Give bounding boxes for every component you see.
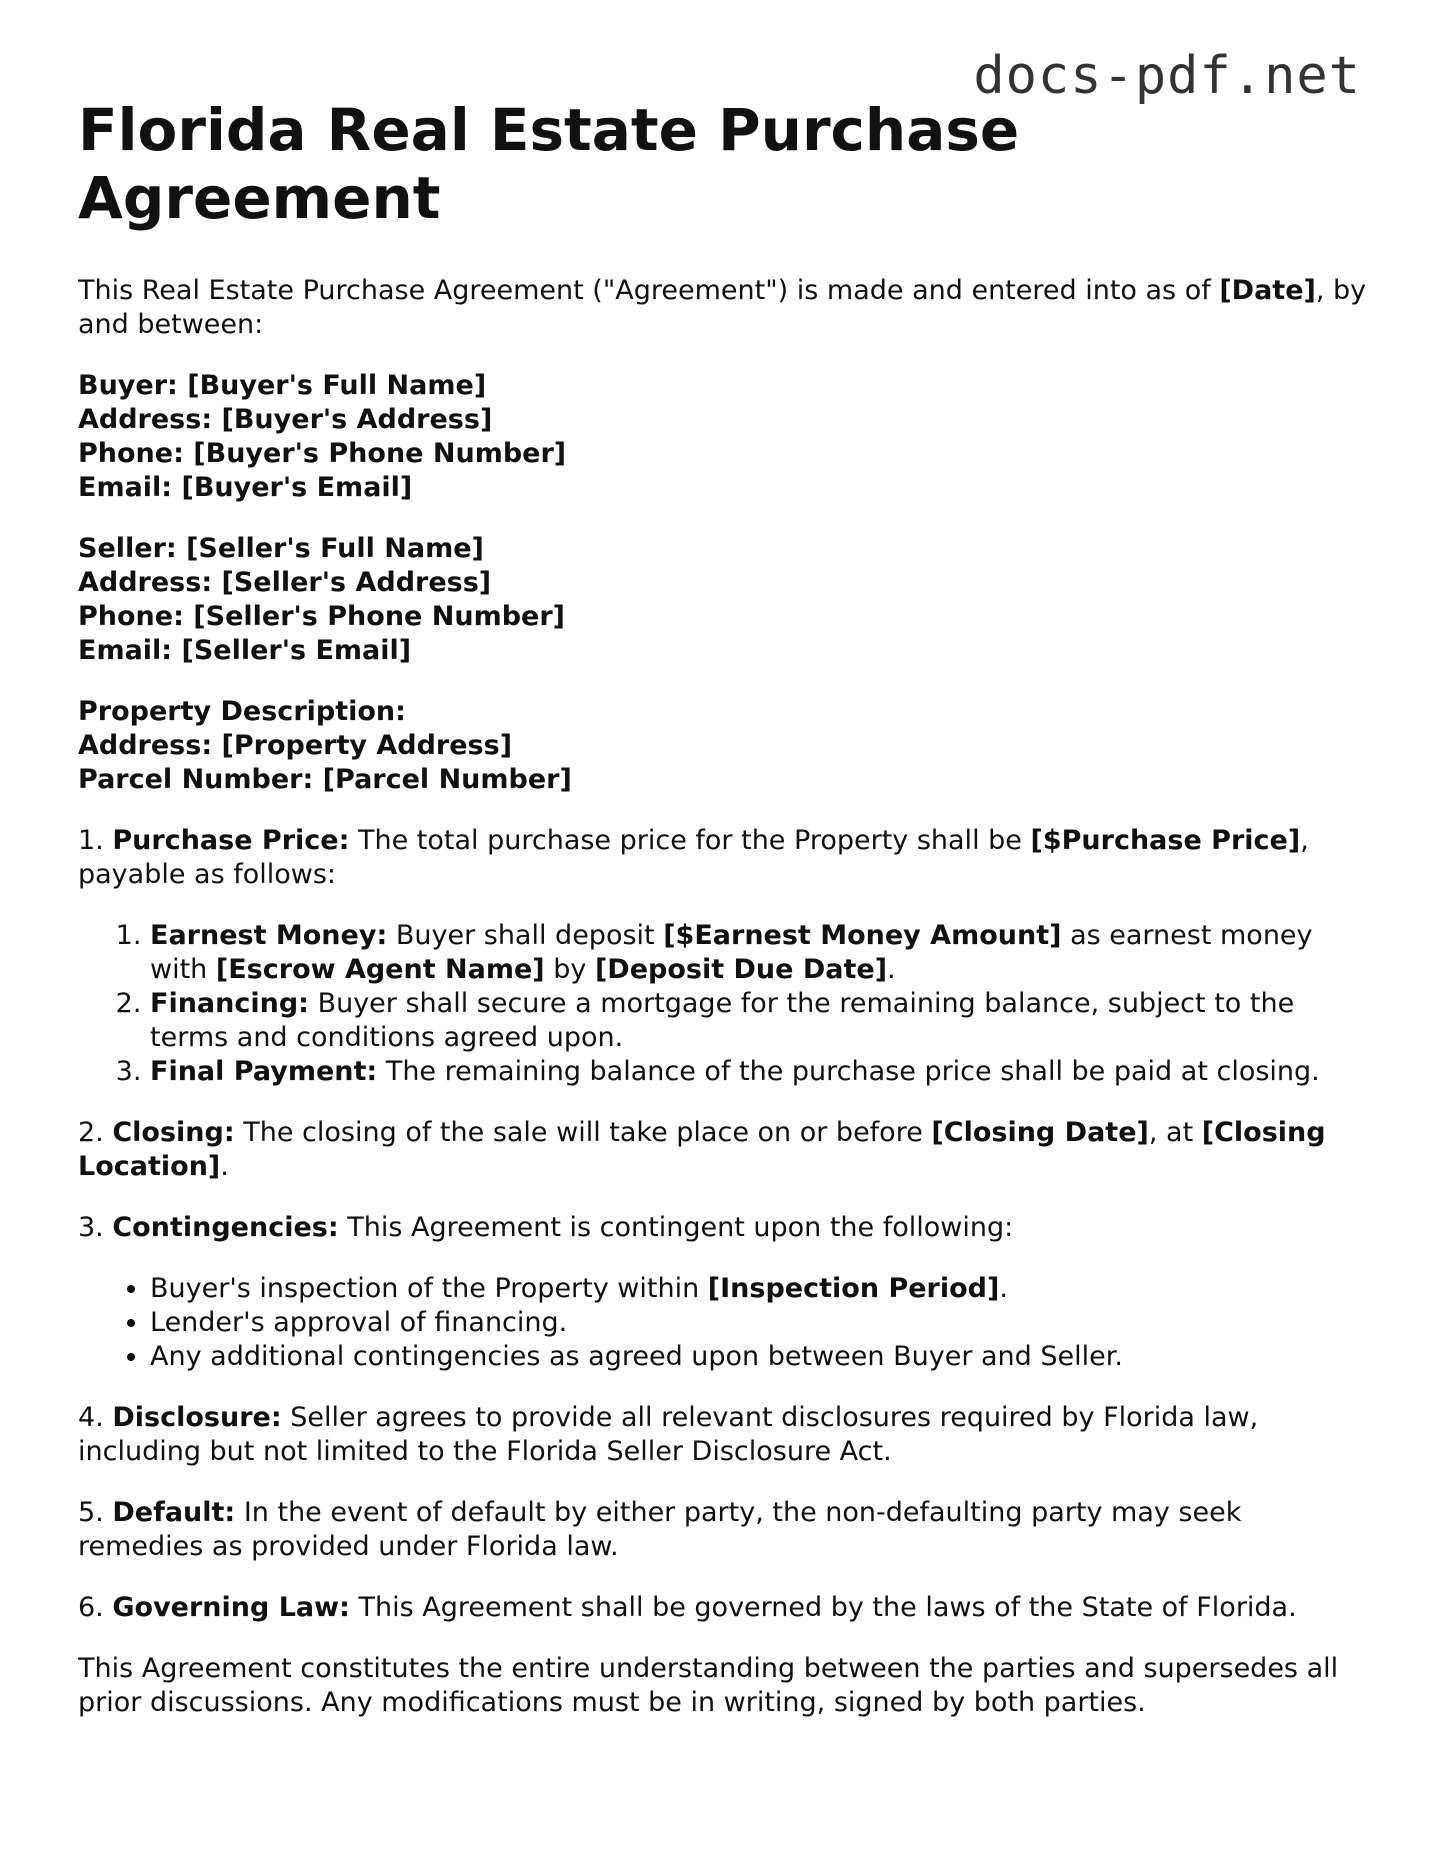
list-item: • Any additional contingencies as agreed upon between Buyer and Seller. <box>150 1340 1368 1374</box>
section-number: 5. <box>78 1497 104 1528</box>
inspection-period: [Inspection Period] <box>707 1273 1000 1304</box>
section-default <box>78 1496 1368 1564</box>
seller-email: Email: [Seller's Email] <box>78 635 412 666</box>
section-label: Purchase Price: <box>112 825 350 856</box>
section-text: Seller agrees to provide all relevant disclosures required by Florida law, including but not limited to the Florida Seller Disclosure Act. <box>78 1402 1259 1467</box>
section-tail: , payable as follows: <box>78 825 1309 890</box>
intro-tail: , by and between: <box>78 275 1367 340</box>
section-text: This Agreement shall be governed by the laws of the State of Florida. <box>358 1592 1297 1623</box>
section-label: Closing: <box>112 1117 235 1148</box>
section-number: 2. <box>78 1117 104 1148</box>
section-text: In the event of default by either party, the non-defaulting party may seek remedies as provided under Florida law. <box>78 1497 1242 1562</box>
seller-address: Address: [Seller's Address] <box>78 567 492 598</box>
intro-paragraph <box>78 274 1368 342</box>
buyer-email: Email: [Buyer's Email] <box>78 472 413 503</box>
section-number: 1. <box>78 825 104 856</box>
closing-location: [Closing Location] <box>78 1117 1326 1182</box>
item-text: Buyer shall deposit <box>395 920 655 951</box>
seller-block <box>78 532 1368 668</box>
section-label: Governing Law: <box>112 1592 350 1623</box>
earnest-amount: [$Earnest Money Amount] <box>663 920 1062 951</box>
section-text: , at <box>1148 1117 1194 1148</box>
section-label: Disclosure: <box>112 1402 282 1433</box>
list-item <box>150 919 1368 987</box>
property-parcel: Parcel Number: [Parcel Number] <box>78 764 572 795</box>
list-item <box>150 1272 1368 1306</box>
list-item <box>150 987 1368 1055</box>
item-text: . <box>999 1273 1008 1304</box>
section-number: 3. <box>78 1212 104 1243</box>
buyer-address: Address: [Buyer's Address] <box>78 404 493 435</box>
section-closing <box>78 1116 1368 1184</box>
list-item: • Lender's approval of financing. <box>150 1306 1368 1340</box>
purchase-price: [$Purchase Price] <box>1030 825 1301 856</box>
intro-date: [Date] <box>1219 275 1316 306</box>
item-label: Earnest Money: <box>150 920 388 951</box>
buyer-phone: Phone: [Buyer's Phone Number] <box>78 438 567 469</box>
closing-date: [Closing Date] <box>931 1117 1149 1148</box>
section-disclosure <box>78 1401 1368 1469</box>
document-title: Florida Real Estate Purchase Agreement <box>78 96 1020 232</box>
property-block <box>78 695 1368 797</box>
property-address: Address: [Property Address] <box>78 730 513 761</box>
section-label: Contingencies: <box>112 1212 339 1243</box>
seller-phone: Phone: [Seller's Phone Number] <box>78 601 566 632</box>
watermark: docs-pdf.net <box>973 46 1361 106</box>
section-number: 4. <box>78 1402 104 1433</box>
section-contingencies <box>78 1211 1368 1245</box>
closing-statement: This Agreement constitutes the entire understanding between the parties and supersedes all prior discussions. Any modifications must be in writing, signed by both parties. <box>78 1653 1339 1718</box>
section-text: The closing of the sale will take place on or before <box>243 1117 923 1148</box>
contingencies-list <box>78 1272 1368 1374</box>
item-text: Buyer's inspection of the Property within <box>150 1273 700 1304</box>
payment-terms-list <box>78 919 1368 1089</box>
item-text: . <box>887 954 896 985</box>
item-text: as earnest money with <box>150 920 1313 985</box>
section-text: The total purchase price for the Property shall be <box>357 825 1022 856</box>
item-text: by <box>553 954 587 985</box>
item-text: The remaining balance of the purchase price shall be paid at closing. <box>385 1056 1320 1087</box>
document-body <box>78 96 1368 1747</box>
section-governing-law <box>78 1591 1368 1625</box>
section-label: Default: <box>112 1497 236 1528</box>
buyer-block <box>78 369 1368 505</box>
section-purchase-price <box>78 824 1368 892</box>
seller-name: Seller: [Seller's Full Name] <box>78 533 484 564</box>
item-label: Financing: <box>150 988 309 1019</box>
list-item <box>150 1055 1368 1089</box>
buyer-name: Buyer: [Buyer's Full Name] <box>78 370 487 401</box>
escrow-agent: [Escrow Agent Name] <box>215 954 545 985</box>
section-text: This Agreement is contingent upon the following: <box>347 1212 1014 1243</box>
section-tail: . <box>220 1151 229 1182</box>
item-label: Final Payment: <box>150 1056 378 1087</box>
deposit-due-date: [Deposit Due Date] <box>594 954 888 985</box>
section-number: 6. <box>78 1592 104 1623</box>
item-text: Buyer shall secure a mortgage for the remaining balance, subject to the terms and conditions agreed upon. <box>150 988 1295 1053</box>
property-heading: Property Description: <box>78 696 406 727</box>
intro-text: This Real Estate Purchase Agreement ("Agreement") is made and entered into as of <box>78 275 1211 306</box>
